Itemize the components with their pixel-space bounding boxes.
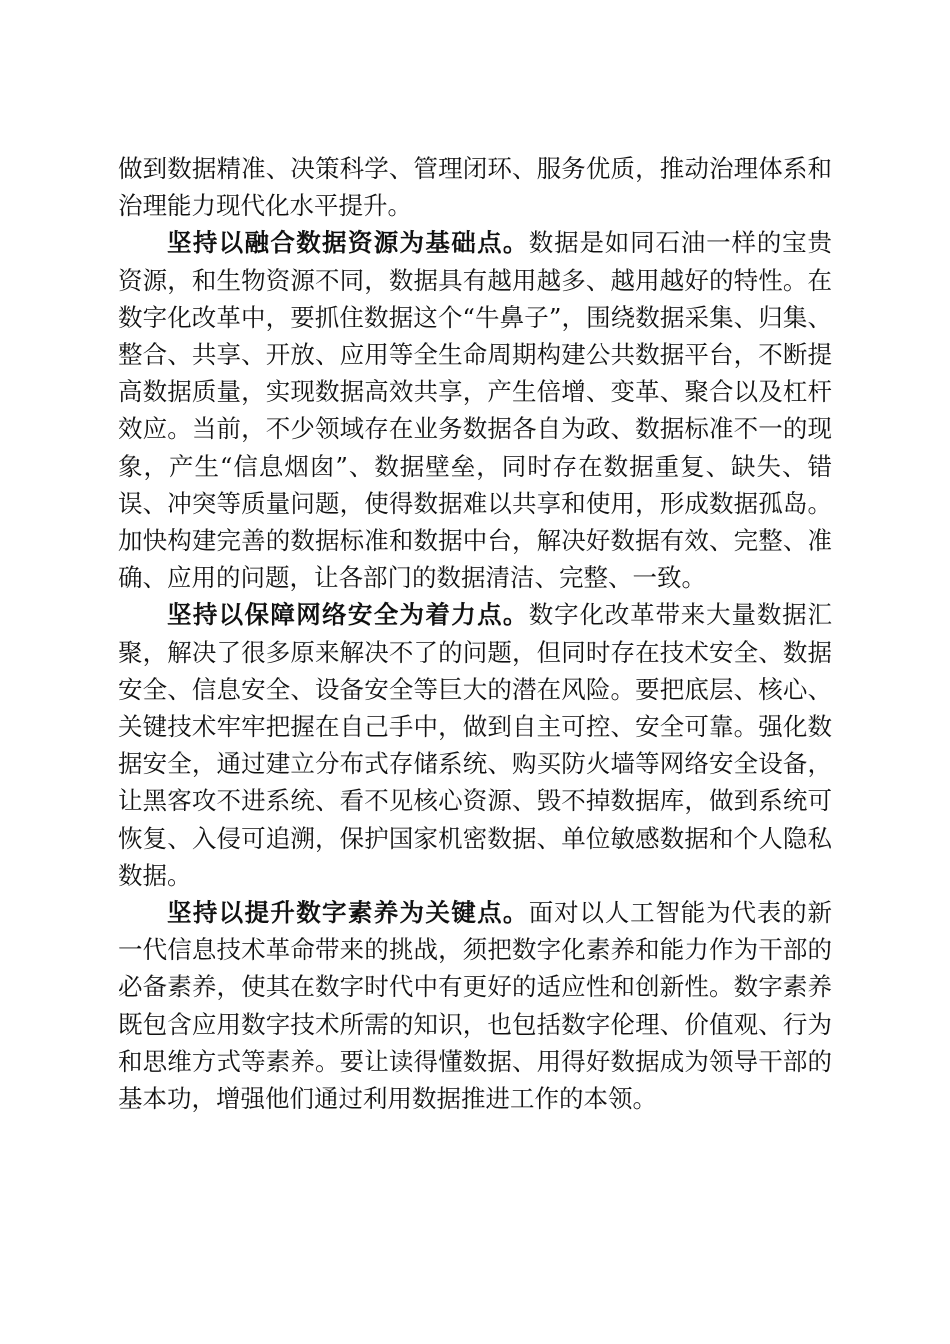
paragraph-network-security (118, 596, 832, 894)
paragraph-digital-literacy (118, 894, 832, 1117)
paragraph-continuation (118, 150, 832, 224)
paragraph-text: 面对以人工智能为代表的新一代信息技术革命带来的挑战，须把数字化素养和能力作为干部的必备素养，使其在数字时代中有更好的适应性和创新性。数字素养既包含应用数字技术所需的知识，也包括数字伦理、价值观、行为和思维方式等素养。要让读得懂数据、用得好数据成为领导干部的基本功，增强他们通过利用数据推进工作的本领。 (118, 898, 833, 1114)
paragraph-data-resources (118, 224, 832, 596)
paragraph-text: 数据是如同石油一样的宝贵资源，和生物资源不同，数据具有越用越多、越用越好的特性。在数字化改革中，要抓住数据这个“牛鼻子”，围绕数据采集、归集、整合、共享、开放、应用等全生命周期构建公共数据平台，不断提高数据质量，实现数据高效共享，产生倍增、变革、聚合以及杠杆效应。当前，不少领域存在业务数据各自为政、数据标准不一的现象，产生“信息烟囱”、数据壁垒，同时存在数据重复、缺失、错误、冲突等质量问题，使得数据难以共享和使用，形成数据孤岛。加快构建完善的数据标准和数据中台，解决好数据有效、完整、准确、应用的问题，让各部门的数据清洁、完整、一致。 (118, 228, 833, 593)
paragraph-text: 数字化改革带来大量数据汇聚，解决了很多原来解决不了的问题，但同时存在技术安全、数据安全、信息安全、设备安全等巨大的潜在风险。要把底层、核心、关键技术牢牢把握在自己手中，做到自主可控、安全可靠。强化数据安全，通过建立分布式存储系统、购买防火墙等网络安全设备，让黑客攻不进系统、看不见核心资源、毁不掉数据库，做到系统可恢复、入侵可追溯，保护国家机密数据、单位敏感数据和个人隐私数据。 (118, 600, 833, 890)
paragraph-lead-heading: 坚持以融合数据资源为基础点。 (167, 228, 529, 258)
paragraph-lead-heading: 坚持以提升数字素养为关键点。 (167, 898, 529, 928)
document-page (118, 150, 832, 1117)
paragraph-lead-heading: 坚持以保障网络安全为着力点。 (167, 600, 529, 630)
paragraph-text: 做到数据精准、决策科学、管理闭环、服务优质，推动治理体系和治理能力现代化水平提升。 (118, 154, 832, 221)
